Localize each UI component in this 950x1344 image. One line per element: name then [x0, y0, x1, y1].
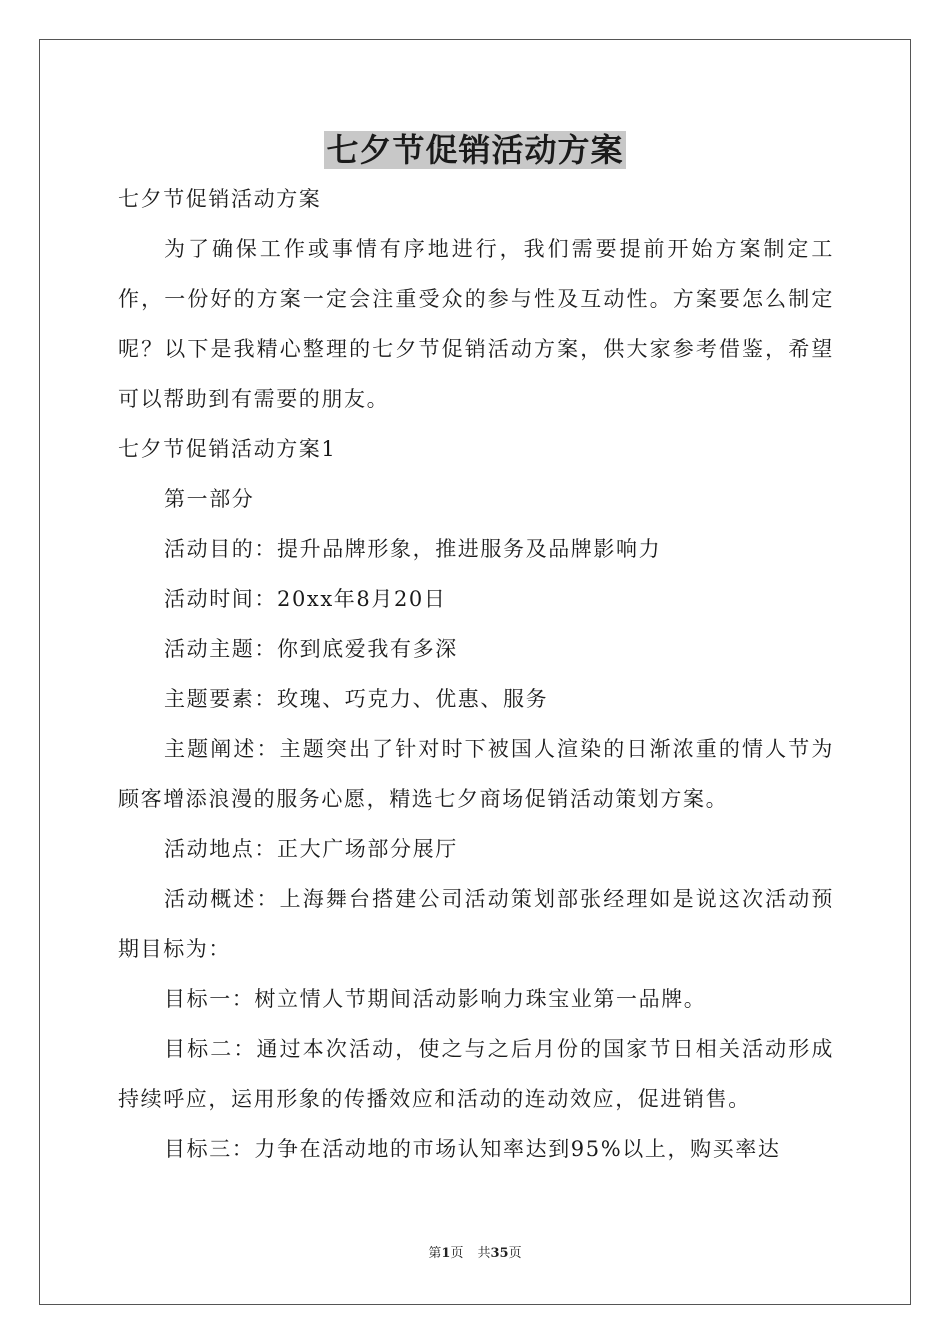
- footer-page-prefix: 第: [428, 1246, 442, 1261]
- page-footer: [0, 1244, 950, 1264]
- paragraph-time: 活动时间：20xx年8月20日: [164, 587, 447, 611]
- paragraph-overview: 活动概述：上海舞台搭建公司活动策划部张经理如是说这次活动预期目标为：: [118, 887, 834, 961]
- footer-page-current: 1: [441, 1246, 451, 1261]
- paragraph-heading-plan-1: 七夕节促销活动方案1: [118, 437, 337, 461]
- paragraph-heading-main: 七夕节促销活动方案: [118, 187, 322, 211]
- paragraph-intro: 为了确保工作或事情有序地进行，我们需要提前开始方案制定工作，一份好的方案一定会注重受众的参与性及互动性。方案要怎么制定呢？以下是我精心整理的七夕节促销活动方案，供大家参考借鉴，希望可以帮助到有需要的朋友。: [118, 237, 834, 411]
- paragraph-theme-explanation: 主题阐述：主题突出了针对时下被国人渲染的日渐浓重的情人节为顾客增添浪漫的服务心愿，精选七夕商场促销活动策划方案。: [118, 737, 834, 811]
- document-body: [118, 174, 834, 1174]
- paragraph-theme-elements: 主题要素：玫瑰、巧克力、优惠、服务: [164, 687, 549, 711]
- paragraph-location: 活动地点：正大广场部分展厅: [164, 837, 458, 861]
- footer-page-total: 35: [490, 1246, 509, 1261]
- paragraph-purpose: 活动目的：提升品牌形象，推进服务及品牌影响力: [164, 537, 662, 561]
- paragraph-part-one: 第一部分: [164, 487, 255, 511]
- paragraph-theme: 活动主题：你到底爱我有多深: [164, 637, 458, 661]
- document-title-text: 七夕节促销活动方案: [326, 131, 624, 169]
- footer-total-prefix: 共: [477, 1246, 491, 1261]
- paragraph-goal-3: 目标三：力争在活动地的市场认知率达到95%以上，购买率达: [164, 1137, 781, 1161]
- footer-total-suffix: 页: [508, 1246, 522, 1261]
- document-title: [0, 128, 950, 172]
- paragraph-goal-2: 目标二：通过本次活动，使之与之后月份的国家节日相关活动形成持续呼应，运用形象的传播效应和活动的连动效应，促进销售。: [118, 1037, 834, 1111]
- paragraph-goal-1: 目标一：树立情人节期间活动影响力珠宝业第一品牌。: [164, 987, 707, 1011]
- footer-page-suffix: 页: [450, 1246, 464, 1261]
